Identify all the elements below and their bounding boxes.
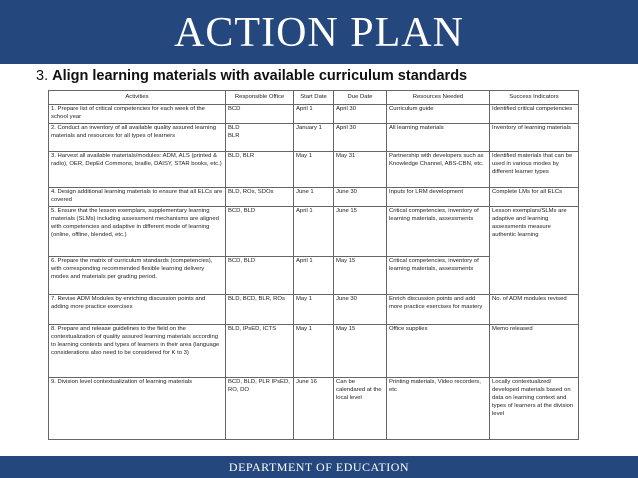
table-row (49, 151, 579, 187)
due-date-cell: May 15 (334, 324, 387, 377)
table-row (49, 377, 579, 439)
table-row (49, 206, 579, 256)
activity-cell: 2. Conduct an inventory of all available quality assured learning materials and resources for all types of learners (49, 123, 226, 151)
office-cell: BCD, BLD (226, 256, 294, 294)
resources-cell: Partnership with developers such as Knowledge Channel, ABS-CBN, etc. (387, 151, 490, 187)
resources-cell: Office supplies (387, 324, 490, 377)
table-header-row (49, 91, 579, 105)
due-date-cell: Can be calendared at the local level (334, 377, 387, 439)
indicators-cell: Inventory of learning materials (490, 123, 579, 151)
start-date-cell: May 1 (294, 324, 334, 377)
subtitle-text: Align learning materials with available curriculum standards (52, 68, 468, 84)
start-date-cell: January 1 (294, 123, 334, 151)
due-date-cell: April 30 (334, 123, 387, 151)
resources-cell: Printing materials, Video recorders, etc (387, 377, 490, 439)
activity-cell: 1. Prepare list of critical competencies for each week of the school year (49, 105, 226, 124)
activity-cell: 6. Prepare the matrix of curriculum standards (competencies), with corresponding recommended flexible learning delivery modes and materials per grading period. (49, 256, 226, 294)
column-header-due-date: Due Date (334, 91, 387, 105)
footer-text: DEPARTMENT OF EDUCATION (228, 459, 410, 474)
table-row (49, 294, 579, 324)
table-row (49, 324, 579, 377)
activity-cell: 8. Prepare and release guidelines to the field on the contextualization of quality assured learning materials according to learning contexts and types of learners in their area (language considerations also need to be considered for K to 3) (49, 324, 226, 377)
indicators-cell: Memo released (490, 324, 579, 377)
activity-cell: 9. Division level contextualization of learning materials (49, 377, 226, 439)
office-cell: BLD, BLR (226, 151, 294, 187)
table-row (49, 123, 579, 151)
column-header-activities: Activities (49, 91, 226, 105)
office-cell: BCD, BLD (226, 206, 294, 256)
indicators-cell: Identified critical competencies (490, 105, 579, 124)
indicators-cell: No. of ADM modules revised (490, 294, 579, 324)
resources-cell: All learning materials (387, 123, 490, 151)
due-date-cell: May 31 (334, 151, 387, 187)
due-date-cell: June 15 (334, 206, 387, 256)
start-date-cell: May 1 (294, 151, 334, 187)
resources-cell: Enrich discussion points and add more practice exercises for mastery (387, 294, 490, 324)
resources-cell: Critical competencies, inventory of learning materials, assessments (387, 256, 490, 294)
column-header-office: Responsible Office (226, 91, 294, 105)
due-date-cell: May 15 (334, 256, 387, 294)
page-title: ACTION PLAN (174, 10, 464, 56)
activity-cell: 3. Harvest all available materials/modules: ADM, ALS (printed & radio), OER, DepEd Commons, braille, DAISY, STAR books, etc.) (49, 151, 226, 187)
column-header-indicators: Success Indicators (490, 91, 579, 105)
footer-banner (0, 456, 638, 478)
resources-cell: Curriculum guide (387, 105, 490, 124)
action-plan-table (48, 90, 579, 440)
activity-cell: 4. Design additional learning materials to ensure that all ELCs are covered (49, 187, 226, 206)
indicators-cell: Identified materials that can be used in various modes by different learner types (490, 151, 579, 187)
column-header-start-date: Start Date (294, 91, 334, 105)
start-date-cell: April 1 (294, 256, 334, 294)
start-date-cell: May 1 (294, 294, 334, 324)
start-date-cell: April 1 (294, 105, 334, 124)
resources-cell: Inputs for LRM development (387, 187, 490, 206)
start-date-cell: June 16 (294, 377, 334, 439)
office-cell: BLD, ROs, SDOs (226, 187, 294, 206)
start-date-cell: April 1 (294, 206, 334, 256)
column-header-resources: Resources Needed (387, 91, 490, 105)
section-subtitle (36, 68, 467, 84)
due-date-cell: June 30 (334, 187, 387, 206)
office-cell: BLD BLR (226, 123, 294, 151)
title-banner (0, 0, 638, 64)
office-cell: BLD, IPsED, ICTS (226, 324, 294, 377)
due-date-cell: April 30 (334, 105, 387, 124)
indicators-cell: Lesson exemplars/SLMs are adaptive and learning assessments measure authentic learning (490, 206, 579, 294)
start-date-cell: June 1 (294, 187, 334, 206)
indicators-cell: Complete LMs for all ELCs (490, 187, 579, 206)
office-cell: BCD (226, 105, 294, 124)
activity-cell: 5. Ensure that the lesson exemplars, supplementary learning materials (SLMs) including assessment mechanisms are aligned with competencies and adaptive in different mode of learning (online, offline, blended, etc.) (49, 206, 226, 256)
office-cell: BLD, BCD, BLR, ROs (226, 294, 294, 324)
office-cell: BCD, BLD, PLR IPsED, RO, DO (226, 377, 294, 439)
due-date-cell: June 30 (334, 294, 387, 324)
activity-cell: 7. Revise ADM Modules by enriching discussion points and adding more practice exercises (49, 294, 226, 324)
resources-cell: Critical competencies, inventory of learning materials, assessments (387, 206, 490, 256)
table-row (49, 187, 579, 206)
indicators-cell: Locally contextualized/ developed materials based on data on learning context and types of learners at the division level (490, 377, 579, 439)
subtitle-number: 3. (36, 68, 49, 84)
table-row (49, 105, 579, 124)
